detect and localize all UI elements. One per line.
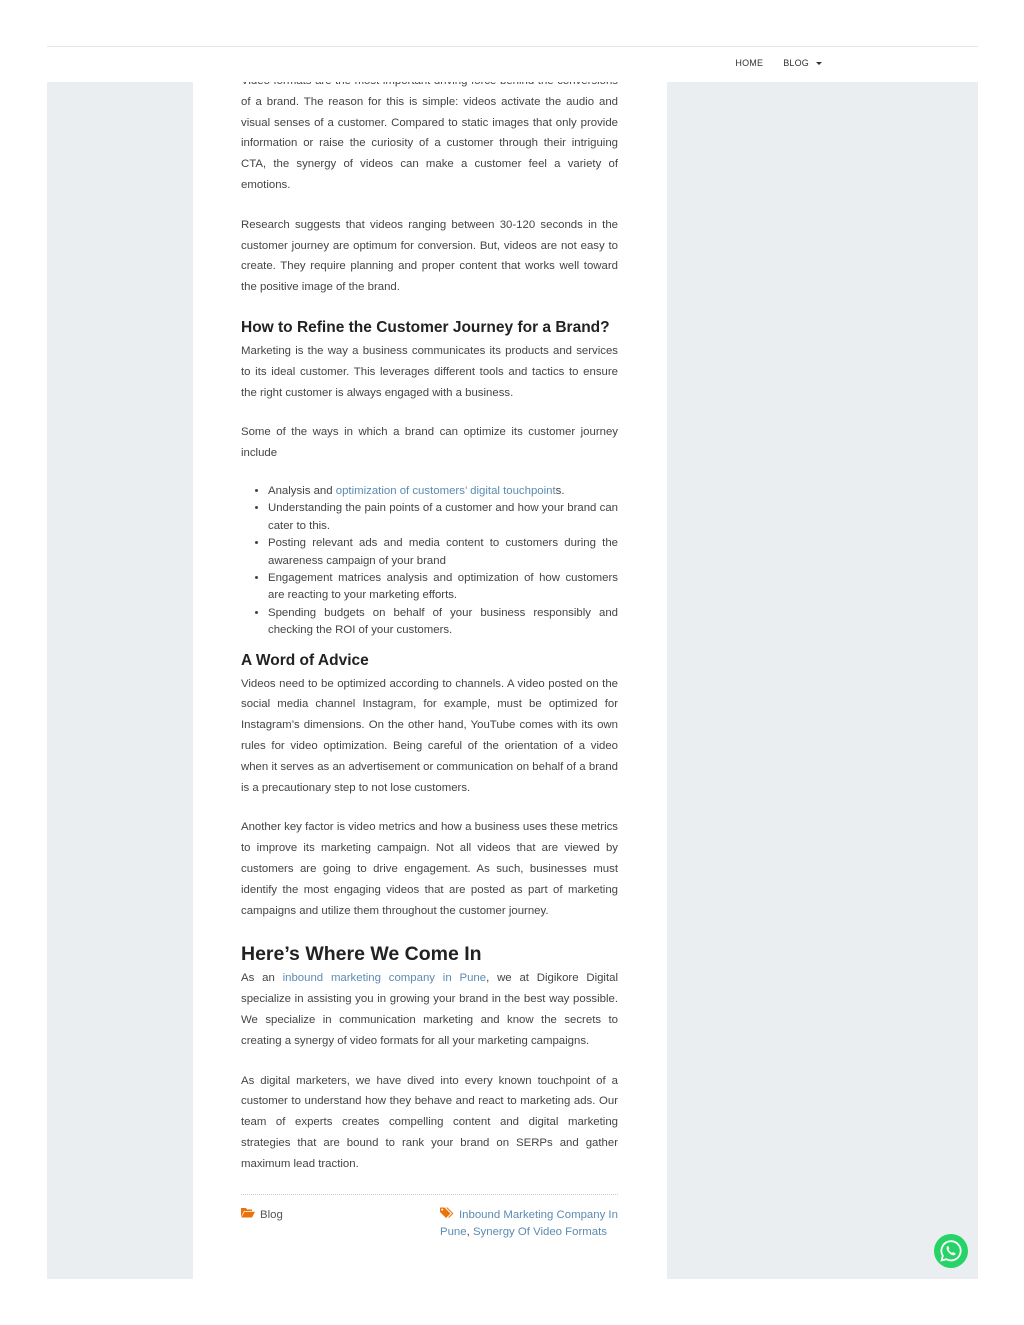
main-nav bbox=[735, 58, 822, 68]
caret-down-icon bbox=[816, 62, 822, 65]
site-header bbox=[47, 46, 978, 82]
list-item: • Analysis and optimization of customers’ digital touchpoints. bbox=[268, 483, 618, 500]
paragraph-digital-marketers: As digital marketers, we have dived into every known touchpoint of a customer to understand how they behave and react to marketing ads. Our team of experts creates compelling content and digital marketing strategies that are bound to rank your brand on SERPs and gather maximum lead traction. bbox=[241, 1074, 618, 1170]
touchpoint-link[interactable]: optimization of customers’ digital touchpoint bbox=[335, 484, 556, 497]
nav-blog[interactable] bbox=[783, 58, 822, 68]
nav-home[interactable]: HOME bbox=[735, 58, 764, 68]
paragraph-digikore: As an inbound marketing company in Pune, we at Digikore Digital specialize in assisting you in growing your brand in the best way possible. We specialize in communication marketing and know the secrets to creating a synergy of video formats for all your marketing campaigns. bbox=[241, 972, 618, 1047]
meta-divider bbox=[241, 1194, 618, 1195]
post-meta bbox=[241, 1207, 618, 1242]
paragraph-ways: Some of the ways in which a brand can optimize its customer journey include bbox=[241, 426, 618, 460]
heading-where-we-come-in: Here’s Where We Come In bbox=[241, 943, 482, 966]
heading-word-of-advice: A Word of Advice bbox=[241, 651, 369, 669]
post-category bbox=[241, 1207, 440, 1242]
paragraph-research: Research suggests that videos ranging between 30-120 seconds in the customer journey are optimum for conversion. But, videos are not easy to create. They require planning and proper content that works well toward the positive image of the brand. bbox=[241, 218, 618, 294]
list-item: • Posting relevant ads and media content to customers during the awareness campaign of your brand bbox=[268, 535, 618, 570]
paragraph-optimize-channels: Videos need to be optimized according to channels. A video posted on the social media channel Instagram, for example, must be optimized for Instagram’s dimensions. On the other hand, YouTube comes with its own rules for video optimization. Being careful of the orientation of a video when it serves as an advertisement or communication on behalf of a brand is a precautionary step to not lose customers. bbox=[241, 677, 618, 794]
article-body bbox=[241, 71, 618, 1242]
list-item: • Engagement matrices analysis and optimization of how customers are reacting to your marketing efforts. bbox=[268, 570, 618, 605]
optimization-list bbox=[241, 483, 618, 640]
tag-link-synergy-video[interactable]: Synergy Of Video Formats bbox=[472, 1226, 607, 1239]
tags-icon bbox=[440, 1207, 454, 1219]
paragraph-marketing: Marketing is the way a business communicates its products and services to its ideal customer. This leverages different tools and tactics to ensure the right customer is always engaged with a business. bbox=[241, 344, 618, 399]
nav-blog-label: BLOG bbox=[783, 58, 809, 68]
category-link-blog[interactable]: Blog bbox=[260, 1208, 283, 1221]
whatsapp-icon bbox=[939, 1239, 963, 1263]
content-column bbox=[193, 46, 667, 1279]
paragraph-intro: of a brand. The reason for this is simple: videos activate the audio and visual senses of a customer. Compared to static images that only provide information or raise the curiosity of a customer through their intriguing CTA, the synergy of videos can make a customer feel a variety of emotions. bbox=[241, 95, 618, 191]
list-item: • Understanding the pain points of a customer and how your brand can cater to this. bbox=[268, 500, 618, 535]
heading-refine-journey: How to Refine the Customer Journey for a Brand? bbox=[241, 318, 610, 336]
list-item: • Spending budgets on behalf of your business responsibly and checking the ROI of your customers. bbox=[268, 605, 618, 640]
tag-link-inbound-marketing[interactable]: Inbound Marketing Company In Pune bbox=[440, 1208, 618, 1239]
paragraph-video-metrics: Another key factor is video metrics and how a business uses these metrics to improve its marketing campaign. Not all videos that are viewed by customers are going to drive engagement. As such, businesses must identify the most engaging videos that are posted as part of marketing campaigns and utilize them throughout the customer journey. bbox=[241, 821, 618, 917]
inbound-marketing-link[interactable]: inbound marketing company in Pune bbox=[282, 972, 487, 985]
whatsapp-chat-button[interactable] bbox=[934, 1234, 968, 1268]
post-tags: Inbound Marketing Company In Pune, Synergy Of Video Formats bbox=[440, 1208, 618, 1239]
folder-open-icon bbox=[241, 1207, 255, 1218]
